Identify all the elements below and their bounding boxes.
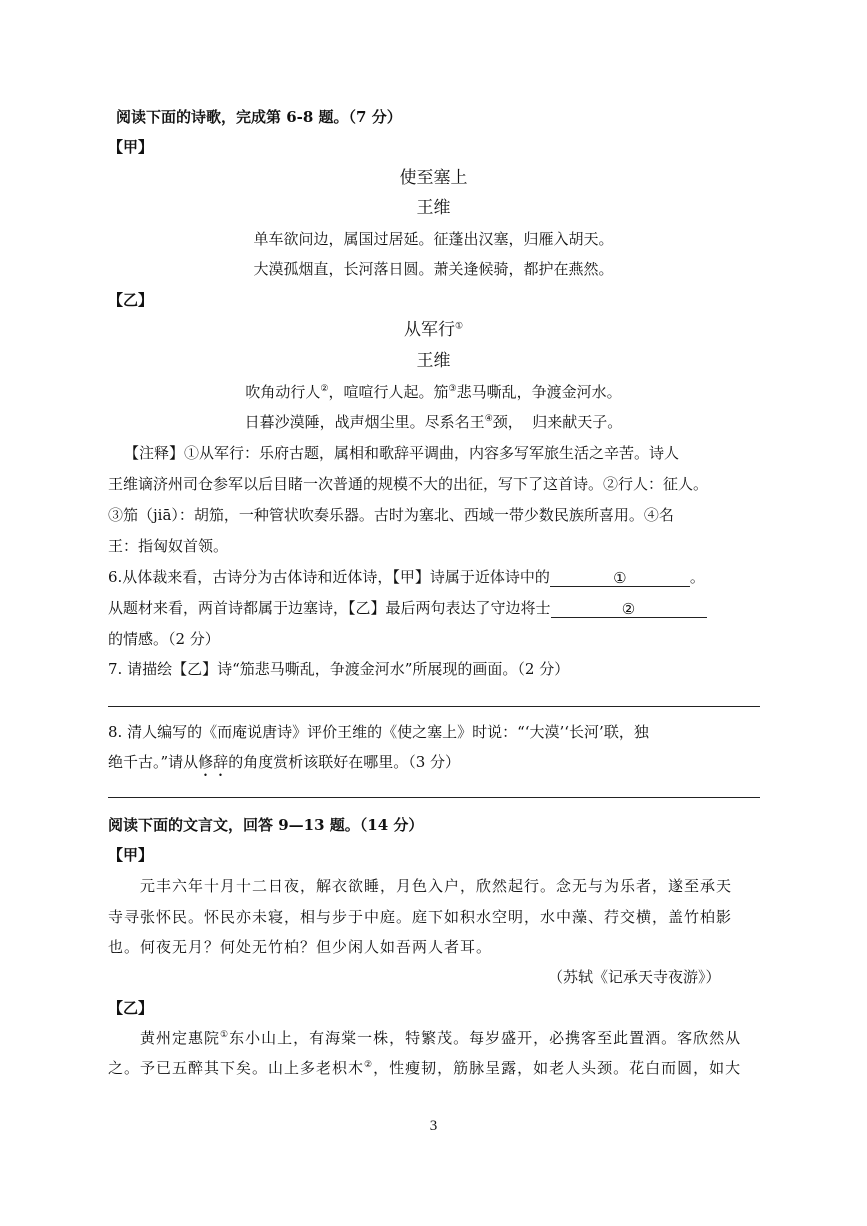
passage1-line2: 寺寻张怀民。怀民亦未寝，相与步于中庭。庭下如积水空明，水中藻、荇交横，盖竹柏影	[108, 908, 733, 926]
poem1-line2: 大漠孤烟直，长河落日圆。萧关逢候骑，都护在燕然。	[253, 260, 614, 278]
page-number: 3	[429, 1118, 438, 1134]
poem2-line2: 日暮沙漠陲，战声烟尘里。尽系名王④颈， 归来献天子。	[244, 413, 623, 431]
answer-blank-1[interactable]: ①	[550, 568, 690, 587]
passage-yi-label: 【乙】	[108, 999, 154, 1017]
passage1-line1: 元丰六年十月十二日夜，解衣欲睡，月色入户，欣然起行。念无与为乐者，遂至承天	[140, 877, 733, 895]
notes-line2: 王维谪济州司仓参军以后目睹一次普通的规模不大的出征，写下了这首诗。②行人：征人。	[108, 475, 709, 493]
notes-line3: ③笳（jiā）：胡笳，一种管状吹奏乐器。古时为塞北、西域一带少数民族所喜用。④名	[108, 506, 674, 524]
passage2-line2: 之。予已五醉其下矣。山上多老枳木②，性瘦韧，筋脉呈露，如老人头颈。花白而圆，如大	[108, 1059, 742, 1077]
poem2-author: 王维	[416, 351, 451, 371]
passage-jia-label: 【甲】	[108, 846, 154, 864]
notes-line1: 【注释】①从军行：乐府古题，属相和歌辞平调曲，内容多写军旅生活之辛苦。诗人	[124, 444, 680, 462]
question-7: 7. 请描绘【乙】诗“笳悲马嘶乱，争渡金河水”所展现的画面。（2 分）	[108, 660, 570, 678]
poem-yi-label: 【乙】	[108, 291, 154, 309]
section1-instruction: 阅读下面的诗歌，完成第 6-8 题。（7 分）	[116, 108, 402, 126]
poem1-title: 使至塞上	[399, 168, 468, 188]
poem2-title: 从军行①	[403, 320, 464, 340]
poem1-author: 王维	[416, 198, 451, 218]
poem2-line1: 吹角动行人②，喧喧行人起。笳③悲马嘶乱，争渡金河水。	[245, 383, 622, 401]
notes-line4: 王：指匈奴首领。	[108, 537, 229, 555]
answer-line-q8[interactable]	[108, 797, 760, 798]
poem1-line1: 单车欲问边，属国过居延。征蓬出汉塞，归雁入胡天。	[253, 230, 614, 248]
passage1-source: （苏轼《记承天寺夜游》）	[548, 968, 721, 986]
passage1-line3: 也。何夜无月？何处无竹柏？但少闲人如吾两人者耳。	[108, 938, 493, 956]
passage2-line1: 黄州定惠院①东小山上，有海棠一株，特繁茂。每岁盛开，必携客至此置酒。客欣然从	[140, 1029, 742, 1047]
question-8-line2: 绝千古。”请从修辞的角度赏析该联好在哪里。（3 分）	[108, 753, 461, 771]
question-6-line2: 从题材来看，两首诗都属于边塞诗，【乙】最后两句表达了守边将士 ②	[108, 598, 707, 618]
question-8-line1: 8. 清人编写的《而庵说唐诗》评价王维的《使之塞上》时说：“‘大漠’‘长河’联，独	[108, 723, 649, 741]
question-6-line1: 6.从体裁来看，古诗分为古体诗和近体诗，【甲】诗属于近体诗中的 ① 。	[108, 568, 705, 587]
question-6-line3: 的情感。（2 分）	[108, 630, 220, 648]
answer-blank-2[interactable]: ②	[551, 599, 707, 618]
answer-line-q7[interactable]	[108, 706, 760, 707]
footnote-mark: ①	[454, 321, 464, 332]
poem-jia-label: 【甲】	[108, 138, 154, 156]
section2-instruction: 阅读下面的文言文，回答 9—13 题。（14 分）	[108, 816, 424, 834]
emphasis-dots: 修辞	[198, 753, 229, 771]
